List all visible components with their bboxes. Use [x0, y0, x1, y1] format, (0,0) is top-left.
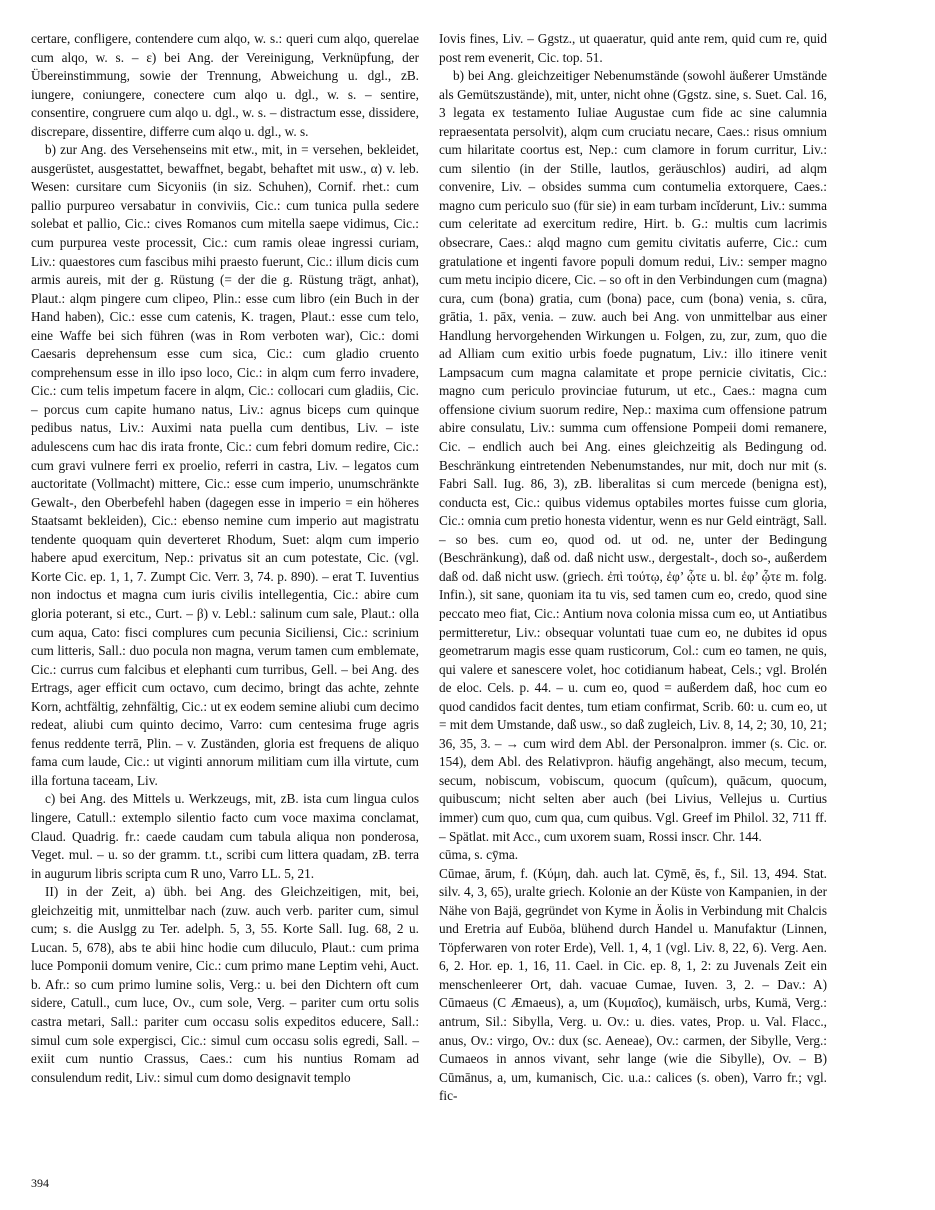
left-column — [31, 30, 419, 1087]
left-paragraph-4: II) in der Zeit, a) übh. bei Ang. des Gleichzeitigen, mit, bei, gleichzeitig mit, unmittelbar nach (zuw. auch verb. pariter cum, simul cum; s. die Auslgg zu Ter. adelph. 5, 3, 55. Korte Sall. Iug. 68, 2 u. Lucan. 5, 678), abs te abii hinc hodie cum diluculo, Plaut.: cum prima luce Pomponii domum venire, Cic.: cum primo mane Leptim vehi, Auct. b. Afr.: so cum primo lumine solis, Verg.: u. bei den Dichtern oft cum sidere, Catull., cum luce, Ov., cum sole, Verg. – pariter cum ortu solis castra metari, Sall.: pariter cum occasu solis expeditos educere, Sall.: simul cum sole expergisci, Cic.: simul cum occasu solis egredi, Sall. – exiit cum nuntio Crassus, Caes.: cum his nuntius Romam ad consulendum redit, Liv.: simul cum domo designavit templo — [31, 884, 419, 1085]
left-paragraph-3: c) bei Ang. des Mittels u. Werkzeugs, mit, zB. ista cum lingua culos lingere, Catull.: extemplo silentio facto cum voce maxima conclamat, Claud. Quadrig. fr.: caede caudam cum tabula aliqua non ponderosa, Veget. mul. – u. so der gramm. t.t., scribi cum littera quadam, zB. terra in augurum libris scripta cum R uno, Varro LL. 5, 21. — [31, 791, 419, 881]
right-column — [439, 30, 827, 1106]
entry-cumae: Cūmae, ārum, f. (Κύμη, dah. auch lat. Cȳmē, ēs, f., Sil. 13, 494. Stat. silv. 4, 3, 65), uralte griech. Kolonie an der Küste von Kampanien, in der Nähe von Bajä, gegründet von Kyme in Äolis in Verbindung mit Chalcis und Eretria auf Euböa, blühend durch Handel u. Manufaktur (Linnen, Töpferwaren von roter Erde), Vell. 1, 4, 1 (vgl. Liv. 8, 22, 6). Verg. Aen. 6, 2. Hor. ep. 1, 16, 11. Cael. in Cic. ep. 8, 1, 2: zu Juvenals Zeit ein menschenleerer Ort, dah. vacuae Cumae, Iuven. 3, 2. – Dav.: A) Cūmaeus (C Æmaeus), a, um (Κυμαῖος), kumäisch, urbs, Kumä, Verg.: antrum, Sil.: Sibylla, Verg. u. Ov.: u. dies. vates, Prop. u. Val. Flacc., anus, Ov.: virgo, Ov.: dux (sc. Aeneae), Ov.: carmen, der Sibylle, Verg.: Cumaeos in annos vivant, sehr lange (wie die Sibylle), Ov. – B) Cūmānus, a, um, kumanisch, Cic. u.a.: calices (s. oben), Varro fr.; vgl. fic- — [439, 865, 827, 1104]
entry-cuma: cūma, s. cȳma. — [439, 847, 519, 863]
right-paragraph-1: Iovis fines, Liv. – Ggstz., ut quaeratur, quid ante rem, quid cum re, quid post rem evenerit, Cic. top. 51. — [439, 31, 827, 65]
left-paragraph-2: b) zur Ang. des Versehenseins mit etw., mit, in = versehen, bekleidet, ausgerüstet, ausgestattet, bewaffnet, begabt, behaftet mit usw., α) v. leb. Wesen: cursitare cum Sicyoniis (in siz. Schuhen), Cornif. rhet.: cum pallio purpureo versabatur in conviviis, Cic.: cum tunica pulla sedere solebat et pallio, Cic.: cives Romanos cum mitella saepe vidimus, Cic.: cum purpurea veste processit, Cic.: cum ramis oleae ingressi curiam, Liv.: quaestores cum fascibus mihi praesto fuerunt, Cic.: illum dicis cum armis aureis, mit der g. Rüstung (= der die g. Rüstung trägt, anhat), Plaut.: alqm pingere cum clipeo, Plin.: esse cum libro (ein Buch in der Hand haben), Cic.: esse cum catenis, K. tragen, Plaut.: esse cum telo, eine Waffe bei sich führen (was in Rom verboten war), Cic.: domi Caesaris deprehensum esse cum sica, Cic.: cum gladio cruento comprehensum esse in illo ipso loco, Cic.: in alqm cum ferro invadere, Cic.: cum telis impetum facere in alqm, Cic.: collocari cum gladiis, Cic. – porcus cum capite humano natus, Liv.: agnus biceps cum quinque pedibus natus, Liv.: Auximi nata puella cum dentibus, Liv. – iste adulescens cum hac dis irata fronte, Cic.: cum febri domum redire, Cic.: cum gravi vulnere ferri ex proelio, referri in castra, Liv. – legatos cum auctoritate (Vollmacht) mittere, Cic.: esse cum imperio, unumschränkte Gewalt-, den Oberbefehl haben (dagegen esse in imperio = ein höheres Staatsamt bekleiden), Cic.: ebenso nemine cum imperio aut magistratu tendente quoquam quin deverteret Rhodum, Suet: alqm cum imperio habere apud exercitum, Nep.: privatus sit an cum potestate, Cic. (vgl. Korte Cic. ep. 1, 1, 7. Zumpt Cic. Verr. 3, 74. p. 890). – erat T. Iuventius non indoctus et magna cum iuris civilis intellegentia, Cic.: abire cum gloria poterant, si etc., Curt. – β) v. Lebl.: salinum cum sale, Plaut.: olla cum aqua, Cato: fisci complures cum pecunia Siciliensi, Cic.: scrinium cum litteris, Sall.: duo pocula non magna, verum tamen cum emblemate, Cic.: currus cum falcibus et elephanti cum turribus, Gell. – bei Ang. des Ertrags, ager efficit cum octavo, cum decimo, bringt das achte, zehnte Korn, achtfältig, zehnfältig, Cic.: ut ex eodem semine aliubi cum decimo redeat, aliubi cum quinto decimo, Varro: cum centesima fruge agris fenus reddente terrā, Plin. – v. Zuständen, gloria est frequens de aliquo fama cum laude, Cic.: ut viginti annorum militiam cum illa virtute, cum illa fortuna taceam, Liv. — [31, 142, 419, 788]
left-paragraph-1: certare, confligere, contendere cum alqo, w. s.: queri cum alqo, querelae cum alqo, w. s. – ε) bei Ang. der Vereinigung, Verknüpfung, der Übereinstimmung, sowie der Trennung, Abweichung u. dgl., zB. iungere, coniungere, conectere cum alqo u. dgl., w. s. – sentire, consentire, congruere cum alqo u. dgl., w. s. – distractum esse, dissidere, discrepare, dissentire, differre cum alqo u. dgl., w. s. — [31, 31, 419, 139]
right-paragraph-2: b) bei Ang. gleichzeitiger Nebenumstände (sowohl äußerer Umstände als Gemütszustände), mit, unter, nicht ohne (Ggstz. sine, s. Suet. Cal. 16, 3 legata ex testamento Iuliae Augustae cum fide ac sine calumnia repraesentata persolvit), alqm cum cruciatu necare, Caes.: risus omnium cum hilaritate coortus est, Nep.: cum clamore in forum curritur, Liv.: cum silentio (in der Stille, lautlos, geräuschlos) audiri, ad alqm convenire, Liv. – obsides summa cum contumelia extorquere, Caes.: magno cum periculo suo (für sie) in eam turbam incĭderunt, Liv.: summa cum celeritate ad exercitum redire, Hirt. b. G.: multis cum lacrimis obsecrare, Caes.: alqd magno cum gemitu civitatis auferre, Cic.: cum gratulatione et ingenti favore populi domum redui, Liv.: semper magno cum metu incipio dicere, Cic. – so oft in den Verbindungen cum (magna) cura, cum (bona) gratia, cum (bona) pace, cum (bona) venia, s. cūra, grātia, 1. pāx, venia. – zuw. auch bei Ang. von unmittelbar aus einer Handlung hervorgehenden Wirkungen u. Folgen, zu, zur, zum, quo die ad Alliam cum exitio urbis foede pugnatum, Liv.: illo itinere venit Lampsacum cum magna calamitate et prope pernicie civitatis, Cic.: magno cum periculo provinciae futurum, ut etc., Caes.: magna cum offensione civium suorum redire, Nep.: maxima cum offensione patrum abire consulatu, Liv.: summa cum offensione Pompeii domi remanere, Cic. – endlich auch bei Ang. eines gleichzeitig als Bedingung od. Beschränkung eintretenden Nebenumstandes, nur mit, doch nur mit (s. Fabri Sall. Iug. 86, 3), zB. liberalitas si cum mercede (benigna est), conducta est, Cic.: quibus videmus optabiles mortes fuisse cum gloria, Cic.: omnia cum pretio honesta videntur, wenn es nur Geld einträgt, Sall. – so bes. cum eo, quod od. ut od. ne, unter der Bedingung (Beschränkung), daß od. daß nicht usw., dergestalt-, doch so-, außerdem daß od. daß nicht usw. (griech. ἐπὶ τούτῳ, ἐφ’ ᾧτε u. bl. ἐφ’ ᾧτε m. folg. Infin.), sit sane, quoniam ita tu vis, sed tamen cum eo, credo, quod sine peccato meo fiat, Cic.: Antium nova colonia missa cum eo, ut Antiatibus permitteretur, Liv.: obsequar voluntati tuae cum eo, ne dubites id opus geometrarum magis esse quam rusticorum, Col.: cum eo tamen, ne quis, qui valere et sanescere volet, hoc cotidianum habeat, Cels.; vgl. Brolén de eloc. Cels. p. 44. – u. cum eo, quod = außerdem daß, hoc cum eo quod candidos facit dentes, tum etiam confirmat, Scrib. 60: u. cum eo, ut = mit dem Umstande, daß usw., so daß zugleich, Liv. 8, 14, 2; 30, 10, 21; 36, 35, 3. – → cum wird dem Abl. der Personalpron. immer (s. Cic. or. 154), dem Abl. des Relativpron. häufig angehängt, also mecum, tecum, secum, nobiscum, vobiscum, quocum (quîcum), quācum, quocum, quibuscum; nicht selten aber auch (bei Livius, Vellejus u. Curtius immer) cum quo, cum qua, cum quibus. Vgl. Greef im Philol. 32, 711 ff. – Spätlat. mit Acc., cum uxorem suam, Rossi inscr. Chr. 144. — [439, 68, 827, 844]
page-number: 394 — [31, 1176, 49, 1190]
